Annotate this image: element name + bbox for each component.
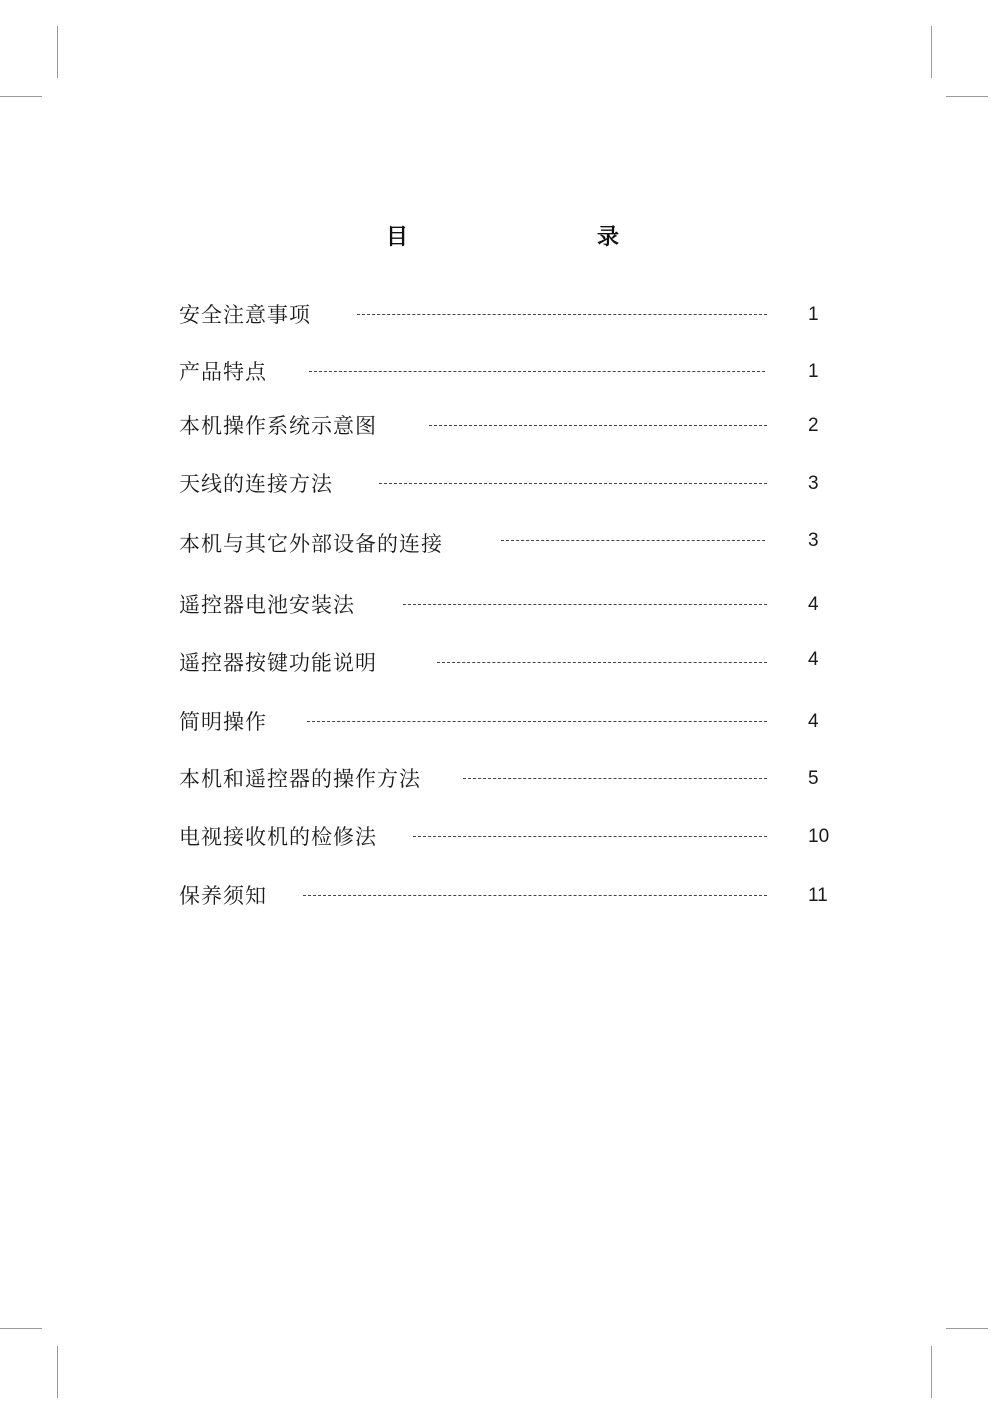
toc-entry-title: 本机与其它外部设备的连接 [179, 532, 443, 556]
toc-entry[interactable] [179, 529, 831, 559]
toc-leader [501, 540, 765, 541]
toc-entry-page: 5 [808, 768, 819, 789]
toc-entry-title: 安全注意事项 [179, 303, 311, 327]
toc-entry-title: 遥控器按键功能说明 [179, 651, 377, 675]
toc-entry-title: 保养须知 [179, 884, 267, 908]
toc-entry-page: 4 [808, 594, 819, 615]
toc-leader [403, 604, 767, 605]
toc-leader [357, 314, 767, 315]
toc-entry-title: 电视接收机的检修法 [179, 825, 377, 849]
toc-entry[interactable] [179, 881, 831, 911]
toc-entry-page: 1 [808, 304, 819, 325]
toc-entry[interactable] [179, 411, 831, 441]
toc-entry-page: 3 [808, 473, 819, 494]
toc-entry[interactable] [179, 357, 831, 387]
toc-entry-page: 10 [808, 826, 830, 847]
toc-entry[interactable] [179, 822, 831, 852]
toc-entry-title: 遥控器电池安装法 [179, 593, 355, 617]
toc-leader [303, 895, 767, 896]
page-title-char-lu: 录 [597, 224, 620, 250]
toc-entry[interactable] [179, 590, 831, 620]
toc-entry-page: 4 [808, 649, 819, 670]
toc-entry-page: 1 [808, 361, 819, 382]
toc-entry-title: 本机操作系统示意图 [179, 414, 377, 438]
toc-entry-title: 天线的连接方法 [179, 472, 333, 496]
toc-leader [437, 662, 767, 663]
toc-entry-page: 4 [808, 711, 819, 732]
toc-entry[interactable] [179, 764, 831, 794]
toc-entry[interactable] [179, 300, 831, 330]
toc-leader [309, 371, 765, 372]
toc-entry-title: 本机和遥控器的操作方法 [179, 767, 421, 791]
toc-entry-page: 3 [808, 530, 819, 551]
toc-leader [379, 483, 767, 484]
toc-entry-title: 简明操作 [179, 710, 267, 734]
toc-entry-page: 2 [808, 415, 819, 436]
page-title-char-mu: 目 [386, 224, 409, 250]
toc-leader [429, 425, 767, 426]
toc-entry[interactable] [179, 469, 831, 499]
toc-entry-title: 产品特点 [179, 360, 267, 384]
toc-leader [463, 778, 767, 779]
toc-entry-page: 11 [808, 885, 828, 906]
toc-entry[interactable] [179, 707, 831, 737]
toc-leader [413, 836, 767, 837]
toc-leader [307, 721, 767, 722]
toc-entry[interactable] [179, 648, 831, 678]
